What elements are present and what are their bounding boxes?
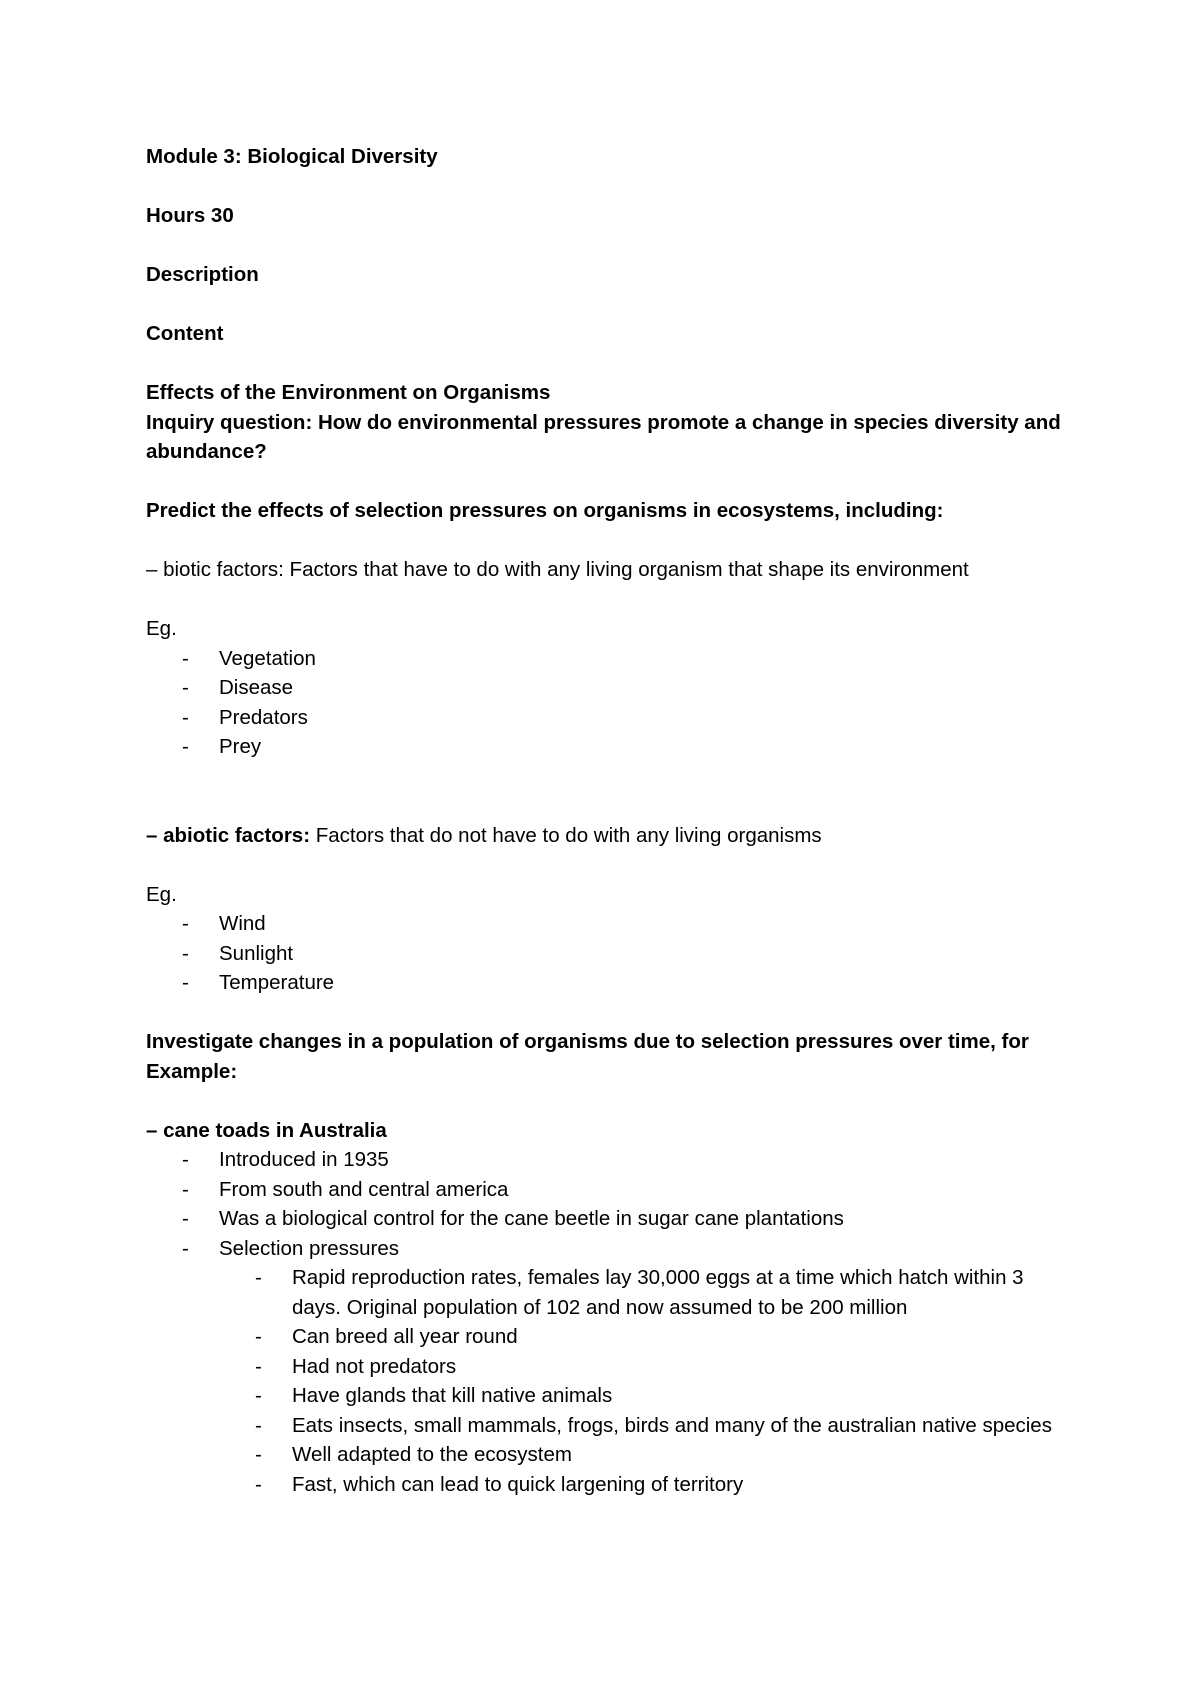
spacer <box>146 998 1066 1028</box>
biotic-factors-text: – biotic factors: Factors that have to do with any living organism that shape its environment <box>146 558 969 581</box>
selection-pressures-list <box>146 1263 1066 1499</box>
list-marker: - <box>182 646 189 670</box>
list-item: - Introduced in 1935 <box>146 1145 1066 1175</box>
list-marker: - <box>182 912 189 935</box>
list-item: - Well adapted to the ecosystem <box>146 1440 1066 1470</box>
spacer <box>146 349 1066 379</box>
spacer <box>146 467 1066 497</box>
spacer <box>146 762 1066 792</box>
list-marker: - <box>255 1384 262 1407</box>
spacer <box>146 231 1066 261</box>
list-item: - From south and central america <box>146 1175 1066 1205</box>
example-label: Example: <box>146 1059 238 1083</box>
investigate-heading: Investigate changes in a population of organisms due to selection pressures over time, for <box>146 1030 1029 1053</box>
module-title: Module 3: Biological Diversity <box>146 145 438 168</box>
document-body <box>146 142 1066 1499</box>
list-item: - Prey <box>146 732 1066 762</box>
spacer <box>146 290 1066 320</box>
list-item: - Can breed all year round <box>146 1322 1066 1352</box>
abiotic-eg-label: Eg. <box>146 882 177 906</box>
description-heading: Description <box>146 263 259 286</box>
list-item: - Fast, which can lead to quick largening of territory <box>146 1470 1066 1500</box>
list-marker: - <box>182 941 189 965</box>
list-marker: - <box>255 1472 262 1496</box>
spacer <box>146 850 1066 880</box>
list-item: - Have glands that kill native animals <box>146 1381 1066 1411</box>
list-marker: - <box>255 1266 262 1289</box>
list-marker: - <box>182 705 189 729</box>
abiotic-label: – abiotic factors: <box>146 823 311 847</box>
hours-line: Hours 30 <box>146 204 234 227</box>
spacer <box>146 172 1066 202</box>
abiotic-description: Factors that do not have to do with any living organisms <box>310 823 822 847</box>
cane-toads-list <box>146 1145 1066 1499</box>
list-item: - Predators <box>146 703 1066 733</box>
inquiry-question: Inquiry question: How do environmental pressures promote a change in species diversity and abundance? <box>146 410 1061 463</box>
spacer <box>146 1086 1066 1116</box>
spacer <box>146 791 1066 821</box>
list-item: - Disease <box>146 673 1066 703</box>
list-marker: - <box>182 676 189 699</box>
list-item: - Had not predators <box>146 1352 1066 1382</box>
biotic-eg-label: Eg. <box>146 617 177 640</box>
list-item: - Eats insects, small mammals, frogs, birds and many of the australian native species <box>146 1411 1066 1441</box>
section-title: Effects of the Environment on Organisms <box>146 381 551 404</box>
spacer <box>146 526 1066 556</box>
list-marker: - <box>255 1354 262 1378</box>
spacer <box>146 585 1066 615</box>
list-marker: - <box>182 1236 189 1260</box>
cane-toads-heading: – cane toads in Australia <box>146 1118 387 1142</box>
content-heading: Content <box>146 322 224 345</box>
list-marker: - <box>182 971 189 994</box>
predict-heading: Predict the effects of selection pressures on organisms in ecosystems, including: <box>146 499 944 522</box>
list-marker: - <box>182 1207 189 1230</box>
list-item: - Sunlight <box>146 939 1066 969</box>
list-marker: - <box>255 1325 262 1348</box>
list-item: - Vegetation <box>146 644 1066 674</box>
list-marker: - <box>182 1148 189 1171</box>
list-item: - Selection pressures <box>146 1234 1066 1264</box>
list-marker: - <box>255 1443 262 1466</box>
abiotic-list <box>146 909 1066 998</box>
list-item: - Rapid reproduction rates, females lay 30,000 eggs at a time which hatch within 3 days. Original population of 102 and now assumed to be 200 million <box>146 1263 1066 1322</box>
list-item: - Wind <box>146 909 1066 939</box>
abiotic-factors-text <box>146 821 1066 851</box>
biotic-list <box>146 644 1066 762</box>
list-marker: - <box>182 735 189 758</box>
list-item: - Temperature <box>146 968 1066 998</box>
list-item: - Was a biological control for the cane beetle in sugar cane plantations <box>146 1204 1066 1234</box>
list-marker: - <box>255 1413 262 1437</box>
list-marker: - <box>182 1177 189 1201</box>
